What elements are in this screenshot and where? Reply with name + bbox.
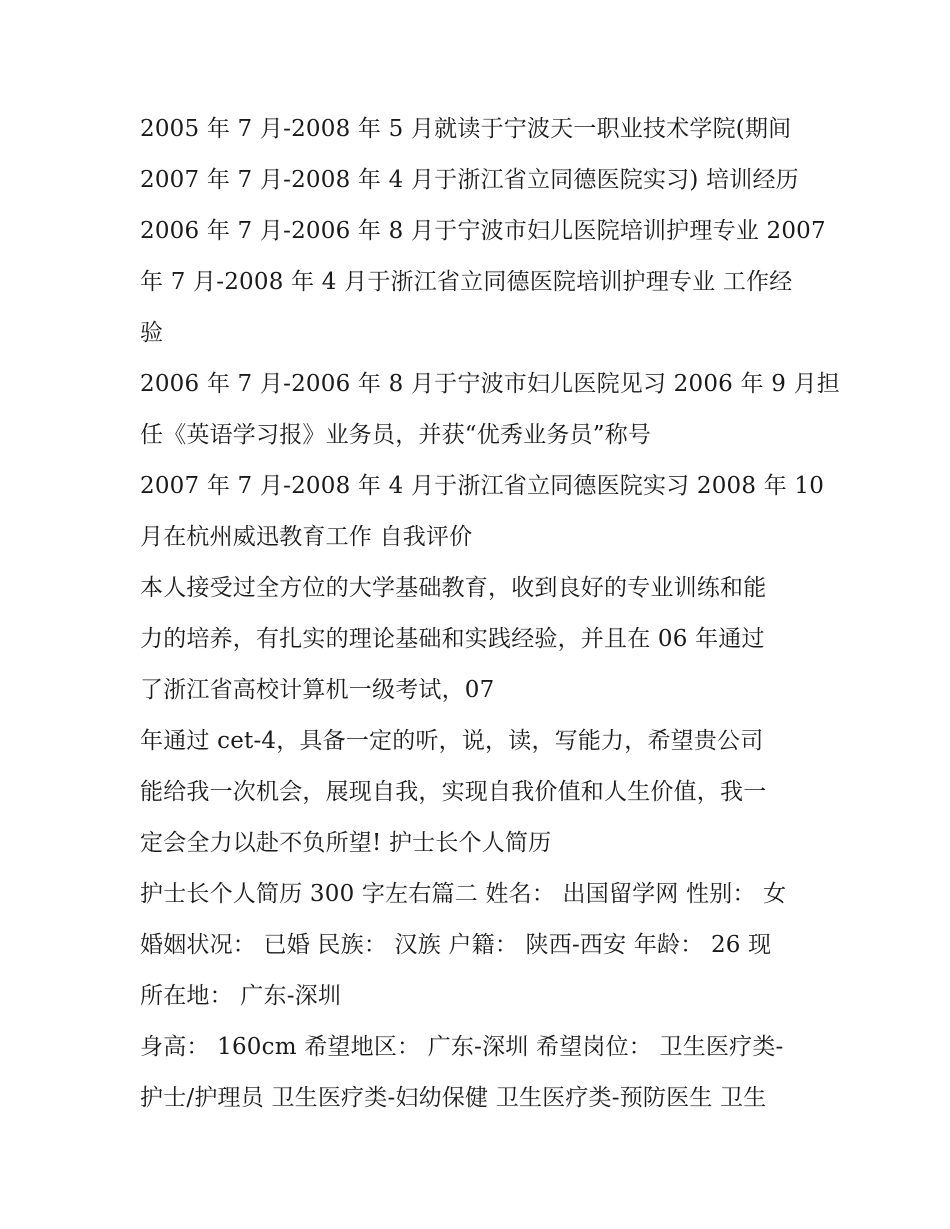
text-line: 2005 年 7 月-2008 年 5 月就读于宁波天一职业技术学院(期间 — [140, 116, 792, 142]
text-line: 年 7 月-2008 年 4 月于浙江省立同德医院培训护理专业 工作经 — [140, 269, 793, 295]
text-line: 2007 年 7 月-2008 年 4 月于浙江省立同德医院实习 2008 年 10 — [140, 473, 825, 499]
text-line: 月在杭州威迅教育工作 自我评价 — [140, 524, 473, 550]
text-line: 了浙江省高校计算机一级考试，07 — [140, 677, 495, 703]
text-line: 2006 年 7 月-2006 年 8 月于宁波市妇儿医院见习 2006 年 9 月担 — [140, 371, 840, 397]
text-line: 2007 年 7 月-2008 年 4 月于浙江省立同德医院实习) 培训经历 — [140, 167, 799, 193]
text-line: 所在地： 广东-深圳 — [140, 983, 342, 1009]
text-line: 婚姻状况： 已婚 民族： 汉族 户籍： 陕西-西安 年龄： 26 现 — [140, 932, 772, 958]
text-line: 护士长个人简历 300 字左右篇二 姓名： 出国留学网 性别： 女 — [140, 881, 787, 907]
text-line: 能给我一次机会，展现自我，实现自我价值和人生价值，我一 — [140, 779, 767, 805]
text-line: 身高： 160cm 希望地区： 广东-深圳 希望岗位： 卫生医疗类- — [140, 1034, 784, 1060]
text-line: 本人接受过全方位的大学基础教育，收到良好的专业训练和能 — [140, 575, 767, 601]
text-line: 定会全力以赴不负所望! 护士长个人简历 — [140, 830, 552, 856]
text-line: 年通过 cet-4，具备一定的听，说，读，写能力，希望贵公司 — [140, 728, 764, 754]
text-line: 2006 年 7 月-2006 年 8 月于宁波市妇儿医院培训护理专业 2007 — [140, 218, 826, 244]
text-line: 验 — [140, 320, 164, 346]
document-body — [140, 104, 840, 1124]
text-line: 力的培养，有扎实的理论基础和实践经验，并且在 06 年通过 — [140, 626, 765, 652]
text-line: 任《英语学习报》业务员，并获“优秀业务员”称号 — [140, 422, 652, 448]
text-line: 护士/护理员 卫生医疗类-妇幼保健 卫生医疗类-预防医生 卫生 — [140, 1085, 767, 1111]
